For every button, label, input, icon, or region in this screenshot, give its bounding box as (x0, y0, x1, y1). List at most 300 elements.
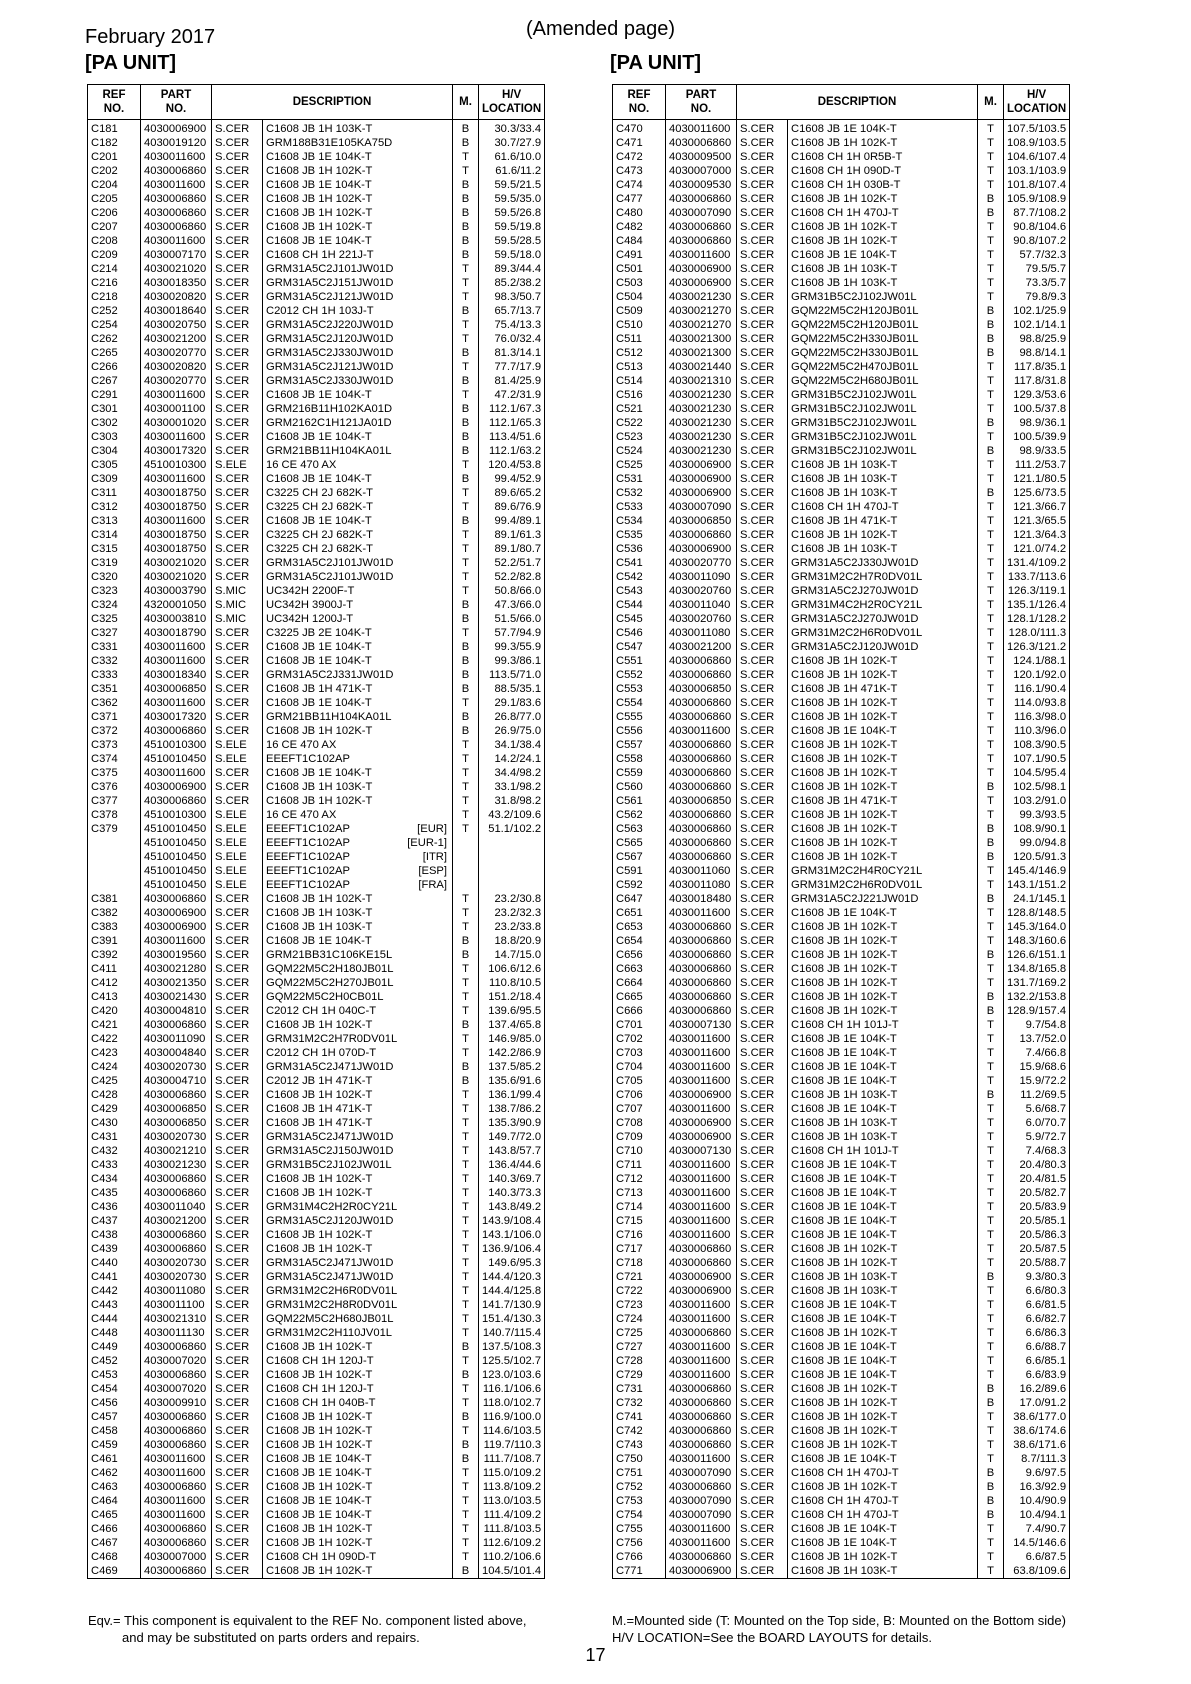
ref-no-cell: C554 (613, 696, 666, 710)
mounted-legend-line-1: M.=Mounted side (T: Mounted on the Top side, B: Mounted on the Bottom side) (612, 1613, 1066, 1628)
part-type-cell: S.CER (212, 1298, 263, 1312)
mounted-side-cell: T (978, 1340, 1004, 1354)
hv-location-cell: 76.0/32.4 (479, 332, 545, 346)
hv-location-cell: 111.7/108.7 (479, 1452, 545, 1466)
part-type-cell: S.CER (737, 150, 788, 164)
mounted-side-cell: T (978, 1424, 1004, 1438)
table-row (613, 738, 1070, 752)
mounted-side-cell: T (453, 150, 479, 164)
description-cell (788, 1228, 978, 1242)
description-cell (788, 1270, 978, 1284)
mounted-side-cell: T (978, 1200, 1004, 1214)
table-row (88, 584, 545, 598)
part-no-cell: 4030006860 (666, 948, 737, 962)
table-row (88, 1088, 545, 1102)
description-cell (788, 1522, 978, 1536)
part-type-cell: S.CER (212, 318, 263, 332)
ref-no-cell: C206 (88, 206, 141, 220)
mounted-side-cell: B (453, 514, 479, 528)
ref-no-cell: C254 (88, 318, 141, 332)
description-cell (263, 542, 453, 556)
part-no-cell: 4030011600 (141, 1508, 212, 1522)
part-no-cell: 4030007130 (666, 1144, 737, 1158)
mounted-side-cell: B (978, 444, 1004, 458)
part-type-cell: S.CER (212, 234, 263, 248)
hv-location-cell: 20.4/81.5 (1004, 1172, 1070, 1186)
mounted-side-cell: B (453, 416, 479, 430)
ref-no-cell: C753 (613, 1494, 666, 1508)
part-no-cell: 4030019120 (141, 136, 212, 150)
description-text: GQM22M5C2H680JB01L (791, 375, 919, 387)
mounted-side-cell: T (978, 1564, 1004, 1579)
part-no-cell: 4030006900 (666, 458, 737, 472)
hv-location-cell: 89.1/61.3 (479, 528, 545, 542)
mounted-side-cell: T (453, 906, 479, 920)
mounted-side-cell: T (978, 1018, 1004, 1032)
part-no-cell: 4030011600 (666, 1172, 737, 1186)
part-no-cell: 4030009910 (141, 1396, 212, 1410)
mounted-side-cell: T (978, 374, 1004, 388)
description-text: C1608 JB 1E 104K-T (791, 1453, 897, 1465)
description-text: C1608 JB 1H 102K-T (266, 193, 373, 205)
mounted-side-cell: T (978, 472, 1004, 486)
part-type-cell: S.ELE (212, 878, 263, 892)
mounted-side-cell: T (453, 1494, 479, 1508)
mounted-side-cell: B (453, 234, 479, 248)
hv-location-cell: 111.4/109.2 (479, 1508, 545, 1522)
description-cell (788, 416, 978, 430)
ref-no-cell: C541 (613, 556, 666, 570)
mounted-side-cell: T (978, 1116, 1004, 1130)
part-type-cell: S.CER (737, 1004, 788, 1018)
hv-location-cell: 10.4/94.1 (1004, 1508, 1070, 1522)
part-no-cell: 4030006900 (666, 1270, 737, 1284)
col-description: DESCRIPTION (212, 85, 453, 120)
mounted-side-cell: T (453, 1200, 479, 1214)
mounted-side-cell: B (453, 346, 479, 360)
part-type-cell: S.CER (737, 1060, 788, 1074)
hv-location-cell: 90.8/107.2 (1004, 234, 1070, 248)
ref-no-cell (88, 864, 141, 878)
hv-location-cell: 103.1/103.9 (1004, 164, 1070, 178)
hv-location-cell: 89.6/76.9 (479, 500, 545, 514)
mounted-side-cell: B (453, 120, 479, 137)
ref-no-cell: C542 (613, 570, 666, 584)
description-cell (788, 514, 978, 528)
left-section-title: [PA UNIT] (85, 52, 177, 74)
description-text: EEEFT1C102AP (266, 865, 350, 877)
description-text: C1608 JB 1H 102K-T (266, 1523, 373, 1535)
part-type-cell: S.CER (212, 472, 263, 486)
description-cell (263, 1298, 453, 1312)
part-type-cell: S.CER (212, 1172, 263, 1186)
part-no-cell: 4030006860 (141, 724, 212, 738)
hv-location-cell: 128.1/128.2 (1004, 612, 1070, 626)
description-cell (263, 1144, 453, 1158)
ref-no-cell: C333 (88, 668, 141, 682)
part-no-cell: 4030011600 (666, 1186, 737, 1200)
mounted-side-cell: B (978, 836, 1004, 850)
description-cell (788, 1158, 978, 1172)
table-row (88, 234, 545, 248)
description-text: C1608 JB 1H 103K-T (791, 1089, 898, 1101)
part-type-cell: S.CER (737, 1312, 788, 1326)
part-type-cell: S.CER (212, 1102, 263, 1116)
mounted-side-cell: T (453, 584, 479, 598)
description-cell (263, 1074, 453, 1088)
description-cell (788, 584, 978, 598)
mounted-side-cell: T (978, 1074, 1004, 1088)
description-cell (788, 150, 978, 164)
mounted-side-cell: T (978, 906, 1004, 920)
mounted-side-cell: T (453, 1004, 479, 1018)
description-text: C1608 JB 1H 103K-T (791, 473, 898, 485)
hv-location-cell: 6.6/80.3 (1004, 1284, 1070, 1298)
ref-no-cell: C429 (88, 1102, 141, 1116)
part-no-cell: 4030006850 (666, 514, 737, 528)
part-no-cell: 4030011600 (666, 1228, 737, 1242)
description-text: C1608 JB 1H 102K-T (791, 1411, 898, 1423)
table-row (88, 780, 545, 794)
mounted-side-cell: T (978, 1284, 1004, 1298)
description-cell (263, 1242, 453, 1256)
description-cell (263, 1088, 453, 1102)
hv-location-cell: 145.4/146.9 (1004, 864, 1070, 878)
part-no-cell: 4030011600 (666, 248, 737, 262)
hv-location-cell: 59.5/28.5 (479, 234, 545, 248)
description-text: GRM31A5C2J120JW01D (266, 333, 394, 345)
part-no-cell: 4030018790 (141, 626, 212, 640)
part-type-cell: S.CER (212, 1284, 263, 1298)
part-no-cell: 4030011600 (666, 1298, 737, 1312)
ref-no-cell: C371 (88, 710, 141, 724)
part-type-cell: S.CER (737, 1494, 788, 1508)
hv-location-cell: 135.3/90.9 (479, 1116, 545, 1130)
hv-location-cell: 34.1/38.4 (479, 738, 545, 752)
hv-location-cell: 51.5/66.0 (479, 612, 545, 626)
mounted-side-cell: T (453, 500, 479, 514)
description-text: C1608 JB 1H 471K-T (791, 795, 898, 807)
description-cell (788, 878, 978, 892)
mounted-side-cell: T (453, 388, 479, 402)
part-no-cell: 4030006850 (666, 682, 737, 696)
ref-no-cell: C465 (88, 1508, 141, 1522)
hv-location-cell: 38.6/171.6 (1004, 1438, 1070, 1452)
table-row (613, 346, 1070, 360)
ref-no-cell: C267 (88, 374, 141, 388)
ref-no-cell: C565 (613, 836, 666, 850)
ref-no-cell: C462 (88, 1466, 141, 1480)
description-text: C1608 JB 1E 104K-T (791, 1313, 897, 1325)
part-no-cell: 4030011040 (666, 598, 737, 612)
table-row (613, 1214, 1070, 1228)
description-cell (788, 528, 978, 542)
hv-location-cell: 151.4/130.3 (479, 1312, 545, 1326)
part-no-cell: 4030006860 (666, 710, 737, 724)
description-text: C1608 JB 1H 102K-T (791, 137, 898, 149)
description-text: C1608 JB 1H 102K-T (266, 1565, 373, 1577)
part-no-cell: 4030006860 (141, 1410, 212, 1424)
ref-no-cell: C372 (88, 724, 141, 738)
description-cell (788, 234, 978, 248)
part-no-cell: 4030021200 (141, 1214, 212, 1228)
description-text: GRM31M2C2H7R0DV01L (791, 571, 923, 583)
hv-location-cell: 132.2/153.8 (1004, 990, 1070, 1004)
part-type-cell: S.CER (212, 262, 263, 276)
right-parts-table (612, 84, 1070, 1579)
description-cell (788, 780, 978, 794)
hv-location-cell: 111.2/53.7 (1004, 458, 1070, 472)
description-cell (788, 836, 978, 850)
mounted-side-cell: T (453, 990, 479, 1004)
table-row (88, 290, 545, 304)
hv-location-cell: 114.0/93.8 (1004, 696, 1070, 710)
description-cell (263, 738, 453, 752)
part-no-cell: 4030007130 (666, 1018, 737, 1032)
hv-location-cell: 31.8/98.2 (479, 794, 545, 808)
description-text: GRM31M2C2H6R0DV01L (266, 1285, 398, 1297)
part-no-cell: 4030020820 (141, 360, 212, 374)
ref-no-cell: C756 (613, 1536, 666, 1550)
mounted-side-cell: T (978, 724, 1004, 738)
table-header-row (88, 85, 545, 120)
table-row (88, 1046, 545, 1060)
hv-location-cell: 16.2/89.6 (1004, 1382, 1070, 1396)
part-type-cell: S.CER (737, 290, 788, 304)
hv-location-cell: 59.5/35.0 (479, 192, 545, 206)
hv-location-cell: 99.3/86.1 (479, 654, 545, 668)
description-cell (788, 1242, 978, 1256)
description-text: GRM2162C1H121JA01D (266, 417, 392, 429)
part-type-cell: S.CER (212, 1466, 263, 1480)
hv-location-cell: 108.9/90.1 (1004, 822, 1070, 836)
mounted-side-cell: T (978, 1438, 1004, 1452)
description-cell (788, 402, 978, 416)
ref-no-cell: C391 (88, 934, 141, 948)
part-type-cell: S.CER (737, 388, 788, 402)
description-text: C1608 JB 1H 102K-T (266, 725, 373, 737)
part-type-cell: S.CER (212, 1368, 263, 1382)
description-text: C1608 JB 1H 102K-T (791, 1551, 898, 1563)
description-cell (263, 164, 453, 178)
description-text: C1608 JB 1E 104K-T (791, 1215, 897, 1227)
hv-location-cell: 105.9/108.9 (1004, 192, 1070, 206)
table-row (88, 1018, 545, 1032)
part-no-cell: 4510010450 (141, 822, 212, 836)
table-row (613, 1354, 1070, 1368)
description-cell (263, 388, 453, 402)
mounted-side-cell: T (978, 682, 1004, 696)
ref-no-cell: C201 (88, 150, 141, 164)
part-type-cell: S.CER (212, 388, 263, 402)
ref-no-cell: C503 (613, 276, 666, 290)
table-row (613, 360, 1070, 374)
description-text: GRM31M2C2H7R0DV01L (266, 1033, 398, 1045)
ref-no-cell: C522 (613, 416, 666, 430)
part-type-cell: S.CER (212, 486, 263, 500)
part-no-cell: 4030021230 (666, 402, 737, 416)
table-row (88, 1438, 545, 1452)
col-mounted: M. (978, 85, 1004, 120)
table-row (613, 626, 1070, 640)
ref-no-cell: C439 (88, 1242, 141, 1256)
table-row (88, 1074, 545, 1088)
part-type-cell: S.CER (737, 1480, 788, 1494)
col-hv-location: H/V LOCATION (479, 85, 545, 120)
part-type-cell: S.CER (212, 1018, 263, 1032)
part-type-cell: S.CER (212, 668, 263, 682)
description-cell (788, 724, 978, 738)
part-no-cell: 4030021230 (141, 1158, 212, 1172)
description-cell (263, 626, 453, 640)
mounted-side-cell: T (453, 696, 479, 710)
version-tag: [EUR-1] (407, 837, 447, 849)
part-no-cell: 4510010300 (141, 738, 212, 752)
description-cell (788, 1284, 978, 1298)
right-parts-rows (613, 120, 1070, 1579)
part-type-cell: S.CER (737, 164, 788, 178)
table-row (88, 570, 545, 584)
part-no-cell: 4030006860 (141, 1172, 212, 1186)
table-row (88, 920, 545, 934)
part-no-cell: 4030006860 (666, 668, 737, 682)
description-text: C1608 JB 1H 102K-T (266, 1537, 373, 1549)
part-no-cell: 4030006860 (666, 1550, 737, 1564)
hv-location-cell: 47.2/31.9 (479, 388, 545, 402)
part-no-cell: 4030011600 (666, 120, 737, 137)
table-row (613, 206, 1070, 220)
table-row (613, 962, 1070, 976)
hv-location-cell: 20.5/87.5 (1004, 1242, 1070, 1256)
ref-no-cell: C651 (613, 906, 666, 920)
table-row (88, 626, 545, 640)
hv-location-cell: 57.7/94.9 (479, 626, 545, 640)
mounted-side-cell: B (453, 1340, 479, 1354)
part-type-cell: S.CER (212, 976, 263, 990)
hv-location-cell (479, 836, 545, 850)
part-type-cell: S.CER (212, 1424, 263, 1438)
ref-no-cell: C431 (88, 1130, 141, 1144)
ref-no-cell: C711 (613, 1158, 666, 1172)
part-type-cell: S.CER (212, 528, 263, 542)
mounted-side-cell: T (978, 290, 1004, 304)
description-text: C2012 CH 1H 103J-T (266, 305, 374, 317)
part-type-cell: S.CER (737, 724, 788, 738)
table-row (88, 472, 545, 486)
part-no-cell: 4030006860 (141, 1424, 212, 1438)
hv-location-cell: 85.2/38.2 (479, 276, 545, 290)
hv-location-cell: 75.4/13.3 (479, 318, 545, 332)
ref-no-cell: C207 (88, 220, 141, 234)
table-row (88, 1508, 545, 1522)
ref-no-cell: C438 (88, 1228, 141, 1242)
ref-no-cell: C376 (88, 780, 141, 794)
hv-location-cell: 139.6/95.5 (479, 1004, 545, 1018)
part-type-cell: S.CER (737, 850, 788, 864)
part-no-cell: 4030007020 (141, 1382, 212, 1396)
ref-no-cell: C362 (88, 696, 141, 710)
description-text: C1608 JB 1H 102K-T (266, 1229, 373, 1241)
description-cell (788, 808, 978, 822)
table-row (88, 738, 545, 752)
description-cell (788, 458, 978, 472)
mounted-side-cell: T (453, 458, 479, 472)
ref-no-cell: C653 (613, 920, 666, 934)
mounted-side-cell: T (978, 640, 1004, 654)
description-text: C1608 JB 1H 102K-T (791, 921, 898, 933)
part-type-cell: S.CER (737, 1536, 788, 1550)
description-text: C2012 CH 1H 070D-T (266, 1047, 377, 1059)
hv-location-cell: 101.8/107.4 (1004, 178, 1070, 192)
part-type-cell: S.CER (737, 458, 788, 472)
table-row (88, 318, 545, 332)
part-type-cell: S.CER (737, 1116, 788, 1130)
hv-location-cell: 99.4/52.9 (479, 472, 545, 486)
description-cell (788, 1032, 978, 1046)
part-no-cell: 4030006900 (666, 276, 737, 290)
part-type-cell: S.CER (737, 1102, 788, 1116)
ref-no-cell: C535 (613, 528, 666, 542)
hv-location-cell: 98.8/25.9 (1004, 332, 1070, 346)
hv-location-cell: 57.7/32.3 (1004, 248, 1070, 262)
hv-location-cell: 98.8/14.1 (1004, 346, 1070, 360)
part-no-cell: 4030006900 (666, 1116, 737, 1130)
part-no-cell: 4030007090 (666, 1466, 737, 1480)
hv-location-cell: 104.6/107.4 (1004, 150, 1070, 164)
ref-no-cell: C716 (613, 1228, 666, 1242)
part-type-cell: S.CER (212, 1452, 263, 1466)
description-cell (263, 1312, 453, 1326)
description-cell (788, 990, 978, 1004)
description-text: C1608 CH 1H 470J-T (791, 1509, 899, 1521)
mounted-side-cell: B (978, 780, 1004, 794)
ref-no-cell: C654 (613, 934, 666, 948)
ref-no-cell: C513 (613, 360, 666, 374)
part-type-cell: S.CER (737, 416, 788, 430)
table-row (613, 794, 1070, 808)
description-cell (263, 178, 453, 192)
description-cell (788, 1564, 978, 1579)
part-no-cell: 4030007090 (666, 1508, 737, 1522)
part-no-cell: 4030011600 (666, 1340, 737, 1354)
mounted-side-cell: T (453, 332, 479, 346)
part-type-cell: S.CER (737, 878, 788, 892)
description-cell (788, 794, 978, 808)
part-no-cell: 4030006900 (141, 120, 212, 137)
description-text: C1608 CH 1H 090D-T (266, 1551, 377, 1563)
description-cell (263, 290, 453, 304)
description-cell (263, 1116, 453, 1130)
part-type-cell: S.CER (212, 1032, 263, 1046)
description-cell (788, 1382, 978, 1396)
hv-location-cell: 6.0/70.7 (1004, 1116, 1070, 1130)
part-type-cell: S.CER (212, 332, 263, 346)
part-type-cell: S.CER (737, 1522, 788, 1536)
part-type-cell: S.CER (737, 1340, 788, 1354)
description-cell (263, 1158, 453, 1172)
mounted-side-cell: T (978, 1410, 1004, 1424)
hv-location-cell: 73.3/5.7 (1004, 276, 1070, 290)
table-row (613, 1452, 1070, 1466)
description-cell (263, 136, 453, 150)
part-no-cell: 4030006900 (141, 920, 212, 934)
part-no-cell: 4030006860 (666, 1438, 737, 1452)
description-text: C1608 JB 1E 104K-T (791, 1369, 897, 1381)
part-type-cell: S.CER (737, 374, 788, 388)
part-no-cell: 4030021020 (141, 570, 212, 584)
ref-no-cell: C707 (613, 1102, 666, 1116)
hv-location-cell: 112.1/65.3 (479, 416, 545, 430)
